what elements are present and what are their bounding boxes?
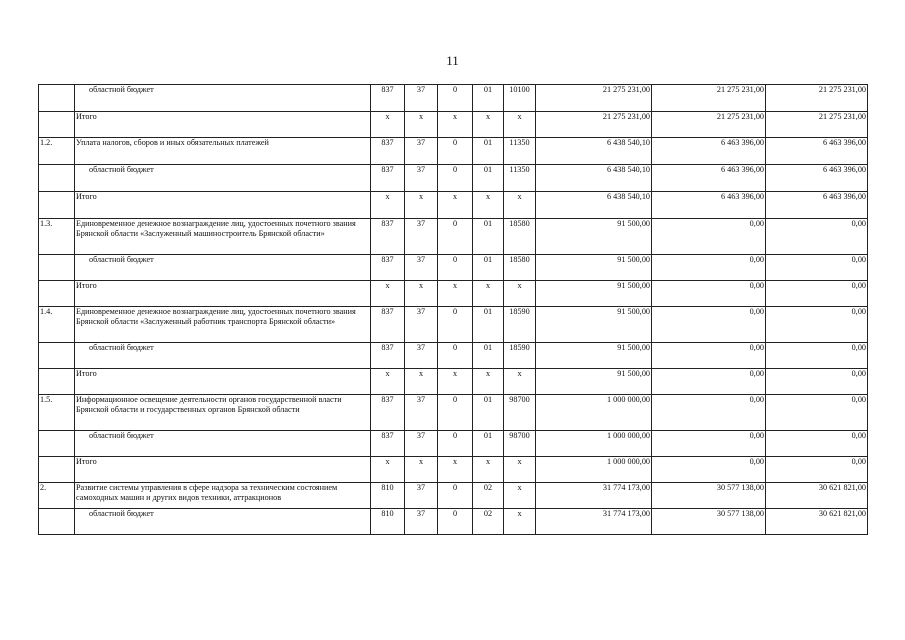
amount-cell: 0,00 [652, 219, 766, 255]
table-row [39, 457, 868, 483]
code-cell: 837 [371, 219, 405, 255]
code-cell: х [438, 457, 473, 483]
amount-cell: 6 438 540,10 [536, 165, 652, 192]
code-cell: х [473, 112, 504, 138]
amount-cell: 0,00 [766, 457, 868, 483]
row-name: Итого [75, 281, 371, 307]
amount-cell: 6 463 396,00 [652, 165, 766, 192]
amount-cell: 1 000 000,00 [536, 395, 652, 431]
table-row [39, 165, 868, 192]
code-cell: 837 [371, 138, 405, 165]
table-row [39, 509, 868, 535]
code-cell: 0 [438, 255, 473, 281]
row-name: Единовременное денежное вознаграждение лиц, удостоенных почетного звания Брянской области «Заслуженный машиностроитель Брянской области» [75, 219, 371, 255]
amount-cell: 21 275 231,00 [766, 85, 868, 112]
amount-cell: 6 438 540,10 [536, 138, 652, 165]
code-cell: х [371, 369, 405, 395]
budget-table [38, 84, 868, 535]
code-cell: 0 [438, 138, 473, 165]
code-cell: 18590 [504, 307, 536, 343]
amount-cell: 0,00 [652, 343, 766, 369]
code-cell: х [371, 281, 405, 307]
code-cell: 98700 [504, 431, 536, 457]
amount-cell: 0,00 [766, 281, 868, 307]
code-cell: 0 [438, 509, 473, 535]
amount-cell: 6 463 396,00 [766, 192, 868, 219]
row-number: 1.5. [39, 395, 75, 431]
code-cell: х [504, 457, 536, 483]
amount-cell: 0,00 [766, 431, 868, 457]
code-cell: 01 [473, 395, 504, 431]
row-name: областной бюджет [75, 255, 371, 281]
row-name: Единовременное денежное вознаграждение лиц, удостоенных почетного звания Брянской области «Заслуженный работник транспорта Брянской области» [75, 307, 371, 343]
code-cell: х [504, 483, 536, 509]
code-cell: 01 [473, 85, 504, 112]
amount-cell: 0,00 [766, 255, 868, 281]
code-cell: х [405, 369, 438, 395]
code-cell: х [371, 192, 405, 219]
row-number [39, 369, 75, 395]
table-row [39, 395, 868, 431]
code-cell: 02 [473, 509, 504, 535]
row-name: областной бюджет [75, 165, 371, 192]
code-cell: 837 [371, 307, 405, 343]
amount-cell: 30 577 138,00 [652, 509, 766, 535]
row-name: Итого [75, 457, 371, 483]
table-row [39, 85, 868, 112]
row-number: 1.2. [39, 138, 75, 165]
code-cell: х [504, 369, 536, 395]
table-row [39, 192, 868, 219]
amount-cell: 0,00 [766, 369, 868, 395]
row-number [39, 509, 75, 535]
code-cell: х [473, 457, 504, 483]
code-cell: х [405, 112, 438, 138]
amount-cell: 21 275 231,00 [652, 85, 766, 112]
row-name: областной бюджет [75, 343, 371, 369]
code-cell: 37 [405, 255, 438, 281]
amount-cell: 0,00 [766, 307, 868, 343]
row-name: Развитие системы управления в сфере надзора за техническим состоянием самоходных машин и других видов техники, аттракционов [75, 483, 371, 509]
amount-cell: 0,00 [766, 395, 868, 431]
row-name: областной бюджет [75, 431, 371, 457]
row-number [39, 165, 75, 192]
table-row [39, 431, 868, 457]
code-cell: х [438, 112, 473, 138]
code-cell: 02 [473, 483, 504, 509]
row-number [39, 281, 75, 307]
amount-cell: 0,00 [766, 343, 868, 369]
amount-cell: 30 621 821,00 [766, 483, 868, 509]
code-cell: 0 [438, 219, 473, 255]
row-name: областной бюджет [75, 509, 371, 535]
amount-cell: 31 774 173,00 [536, 509, 652, 535]
row-number [39, 457, 75, 483]
table-row [39, 138, 868, 165]
amount-cell: 21 275 231,00 [536, 85, 652, 112]
amount-cell: 91 500,00 [536, 369, 652, 395]
amount-cell: 0,00 [652, 369, 766, 395]
code-cell: 37 [405, 307, 438, 343]
code-cell: 01 [473, 138, 504, 165]
amount-cell: 6 463 396,00 [652, 138, 766, 165]
code-cell: 0 [438, 165, 473, 192]
code-cell: х [473, 369, 504, 395]
code-cell: 0 [438, 395, 473, 431]
amount-cell: 91 500,00 [536, 255, 652, 281]
amount-cell: 0,00 [652, 395, 766, 431]
row-name: Информационное освещение деятельности органов государственной власти Брянской области и государственных органов Брянской области [75, 395, 371, 431]
row-number: 2. [39, 483, 75, 509]
table-row [39, 307, 868, 343]
amount-cell: 0,00 [652, 255, 766, 281]
code-cell: 0 [438, 307, 473, 343]
row-number [39, 112, 75, 138]
row-number: 1.3. [39, 219, 75, 255]
row-name: Итого [75, 369, 371, 395]
code-cell: 01 [473, 307, 504, 343]
code-cell: 37 [405, 395, 438, 431]
amount-cell: 91 500,00 [536, 343, 652, 369]
amount-cell: 0,00 [766, 219, 868, 255]
code-cell: 37 [405, 483, 438, 509]
code-cell: 01 [473, 219, 504, 255]
amount-cell: 21 275 231,00 [766, 112, 868, 138]
code-cell: 11350 [504, 138, 536, 165]
code-cell: 01 [473, 255, 504, 281]
code-cell: 37 [405, 509, 438, 535]
row-number: 1.4. [39, 307, 75, 343]
row-number [39, 192, 75, 219]
amount-cell: 1 000 000,00 [536, 431, 652, 457]
row-name: областной бюджет [75, 85, 371, 112]
row-number [39, 343, 75, 369]
code-cell: 0 [438, 483, 473, 509]
code-cell: 837 [371, 165, 405, 192]
amount-cell: 21 275 231,00 [652, 112, 766, 138]
code-cell: х [405, 457, 438, 483]
code-cell: 11350 [504, 165, 536, 192]
code-cell: х [405, 192, 438, 219]
code-cell: х [405, 281, 438, 307]
code-cell: 01 [473, 165, 504, 192]
table-row [39, 483, 868, 509]
code-cell: 18580 [504, 219, 536, 255]
row-name: Итого [75, 192, 371, 219]
code-cell: 37 [405, 343, 438, 369]
table-row [39, 255, 868, 281]
code-cell: 01 [473, 431, 504, 457]
row-number [39, 85, 75, 112]
page-number: 11 [446, 53, 459, 68]
code-cell: 10100 [504, 85, 536, 112]
code-cell: 37 [405, 85, 438, 112]
code-cell: х [473, 192, 504, 219]
code-cell: 837 [371, 85, 405, 112]
row-name: Итого [75, 112, 371, 138]
amount-cell: 6 463 396,00 [652, 192, 766, 219]
table-row [39, 219, 868, 255]
amount-cell: 91 500,00 [536, 281, 652, 307]
code-cell: 37 [405, 431, 438, 457]
code-cell: 37 [405, 138, 438, 165]
code-cell: 837 [371, 431, 405, 457]
amount-cell: 0,00 [652, 431, 766, 457]
amount-cell: 0,00 [652, 281, 766, 307]
row-number [39, 255, 75, 281]
code-cell: х [371, 457, 405, 483]
code-cell: 18580 [504, 255, 536, 281]
row-number [39, 431, 75, 457]
code-cell: 837 [371, 343, 405, 369]
code-cell: 810 [371, 483, 405, 509]
amount-cell: 6 463 396,00 [766, 165, 868, 192]
code-cell: 810 [371, 509, 405, 535]
code-cell: х [504, 509, 536, 535]
amount-cell: 30 577 138,00 [652, 483, 766, 509]
amount-cell: 91 500,00 [536, 307, 652, 343]
amount-cell: 31 774 173,00 [536, 483, 652, 509]
code-cell: х [473, 281, 504, 307]
code-cell: 837 [371, 395, 405, 431]
amount-cell: 21 275 231,00 [536, 112, 652, 138]
code-cell: 0 [438, 343, 473, 369]
code-cell: 01 [473, 343, 504, 369]
code-cell: 837 [371, 255, 405, 281]
amount-cell: 91 500,00 [536, 219, 652, 255]
amount-cell: 30 621 821,00 [766, 509, 868, 535]
code-cell: х [504, 192, 536, 219]
amount-cell: 0,00 [652, 457, 766, 483]
code-cell: х [438, 369, 473, 395]
table-row [39, 281, 868, 307]
code-cell: х [438, 281, 473, 307]
code-cell: 98700 [504, 395, 536, 431]
table-row [39, 369, 868, 395]
amount-cell: 6 463 396,00 [766, 138, 868, 165]
amount-cell: 1 000 000,00 [536, 457, 652, 483]
table-row [39, 343, 868, 369]
code-cell: 37 [405, 165, 438, 192]
amount-cell: 0,00 [652, 307, 766, 343]
code-cell: х [504, 112, 536, 138]
code-cell: 37 [405, 219, 438, 255]
code-cell: 0 [438, 85, 473, 112]
code-cell: 0 [438, 431, 473, 457]
code-cell: х [371, 112, 405, 138]
row-name: Уплата налогов, сборов и иных обязательных платежей [75, 138, 371, 165]
code-cell: х [504, 281, 536, 307]
amount-cell: 6 438 540,10 [536, 192, 652, 219]
code-cell: х [438, 192, 473, 219]
code-cell: 18590 [504, 343, 536, 369]
table-row [39, 112, 868, 138]
